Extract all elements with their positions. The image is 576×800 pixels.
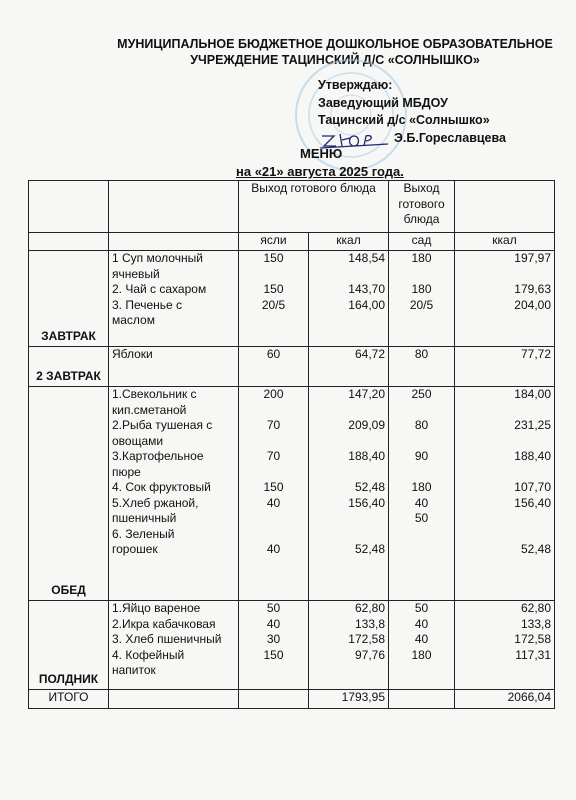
approve-label: Утверждаю: bbox=[318, 78, 393, 92]
table-row bbox=[29, 387, 555, 601]
garden-kcal: 172,58 bbox=[514, 632, 551, 646]
table-row bbox=[29, 601, 555, 690]
garden-kcal: 117,31 bbox=[515, 647, 551, 662]
nursery-yield: 50 bbox=[266, 601, 281, 615]
header-nursery: ясли bbox=[239, 233, 309, 251]
nursery-yield bbox=[242, 434, 305, 450]
garden-yield bbox=[392, 465, 451, 481]
dish-name: 6. Зеленый bbox=[112, 526, 175, 541]
dish-name: 1 Суп молочный bbox=[112, 251, 203, 265]
garden-kcal-cell bbox=[455, 387, 555, 601]
garden-kcal: 107,70 bbox=[514, 480, 551, 494]
nursery-kcal-cell bbox=[309, 387, 389, 601]
nursery-kcal-cell bbox=[309, 251, 389, 347]
nursery-yield: 30 bbox=[266, 632, 281, 646]
nursery-kcal: 143,70 bbox=[348, 282, 385, 296]
dish-name: 2.Икра кабачковая bbox=[112, 616, 216, 631]
nursery-yield bbox=[242, 267, 305, 283]
garden-yield bbox=[392, 403, 451, 419]
nursery-yield bbox=[242, 663, 305, 679]
garden-yield: 90 bbox=[414, 449, 429, 463]
nursery-kcal-cell bbox=[309, 601, 389, 690]
garden-kcal: 184,00 bbox=[514, 387, 551, 401]
garden-yield-cell bbox=[389, 387, 455, 601]
garden-yield-cell bbox=[389, 251, 455, 347]
table-row bbox=[29, 347, 555, 387]
menu-date: на «21» августа 2025 года. bbox=[236, 164, 404, 179]
dish-name: 1.Яйцо вареное bbox=[112, 601, 201, 615]
nursery-kcal bbox=[312, 403, 385, 419]
garden-kcal: 62,80 bbox=[520, 601, 551, 615]
nursery-yield: 150 bbox=[263, 251, 284, 265]
nursery-yield: 40 bbox=[266, 495, 281, 510]
nursery-yield: 60 bbox=[266, 347, 281, 361]
dish-name: маслом bbox=[112, 313, 155, 327]
nursery-kcal-cell bbox=[309, 347, 389, 387]
garden-kcal: 52,48 bbox=[520, 542, 551, 556]
nursery-kcal bbox=[312, 465, 385, 481]
garden-yield: 20/5 bbox=[409, 297, 434, 312]
dish-name: 3. Печенье с bbox=[112, 297, 183, 312]
garden-yield: 80 bbox=[414, 347, 429, 361]
header-yield-nursery: Выход готового блюда bbox=[239, 181, 389, 233]
nursery-kcal: 156,40 bbox=[348, 495, 385, 510]
garden-kcal-cell bbox=[455, 347, 555, 387]
garden-kcal bbox=[458, 663, 551, 679]
nursery-kcal: 209,09 bbox=[348, 418, 385, 432]
garden-yield-cell bbox=[389, 601, 455, 690]
garden-kcal bbox=[458, 527, 551, 543]
dish-name: 4. Кофейный bbox=[112, 647, 185, 662]
dish-name: кип.сметаной bbox=[112, 402, 187, 417]
total-label: ИТОГО bbox=[29, 690, 109, 709]
garden-yield bbox=[392, 542, 451, 558]
nursery-kcal: 172,58 bbox=[348, 632, 385, 646]
dish-name-cell bbox=[109, 387, 239, 601]
garden-yield: 180 bbox=[411, 480, 432, 494]
nursery-yield bbox=[242, 465, 305, 481]
nursery-kcal: 52,48 bbox=[354, 480, 385, 494]
garden-kcal bbox=[458, 313, 551, 329]
garden-yield: 180 bbox=[411, 282, 432, 296]
garden-kcal-cell bbox=[455, 601, 555, 690]
header-kcal-2: ккал bbox=[455, 233, 555, 251]
total-nursery-kcal: 1793,95 bbox=[309, 690, 389, 709]
org-line-2: УЧРЕЖДЕНИЕ ТАЦИНСКИЙ Д/С «СОЛНЫШКО» bbox=[190, 53, 480, 67]
header-garden: сад bbox=[389, 233, 455, 251]
nursery-yield: 150 bbox=[263, 480, 284, 494]
nursery-kcal: 148,54 bbox=[348, 251, 385, 265]
approver-name: Э.Б.Гореславцева bbox=[394, 130, 506, 145]
dish-name: ячневый bbox=[112, 266, 160, 281]
nursery-yield bbox=[242, 511, 305, 527]
header-yield-garden: Выход готового блюда bbox=[389, 181, 455, 233]
nursery-kcal bbox=[312, 527, 385, 543]
garden-kcal-cell bbox=[455, 251, 555, 347]
menu-table bbox=[28, 180, 555, 709]
dish-name: 3.Картофельное bbox=[112, 449, 204, 463]
garden-kcal bbox=[458, 465, 551, 481]
nursery-yield-cell bbox=[239, 251, 309, 347]
garden-yield bbox=[392, 267, 451, 283]
dish-name: 5.Хлеб ржаной, bbox=[112, 495, 199, 510]
meal-name: ОБЕД bbox=[29, 387, 109, 601]
dish-name: напиток bbox=[112, 663, 156, 677]
nursery-kcal: 147,20 bbox=[348, 387, 385, 401]
garden-yield-cell bbox=[389, 347, 455, 387]
approver-position: Заведующий МБДОУ bbox=[318, 95, 448, 110]
meal-rows bbox=[29, 251, 555, 690]
nursery-yield bbox=[242, 527, 305, 543]
dish-name: 2.Рыба тушеная с bbox=[112, 418, 213, 432]
nursery-yield: 150 bbox=[263, 282, 284, 296]
meal-name: ПОЛДНИК bbox=[29, 601, 109, 690]
garden-yield: 180 bbox=[411, 647, 432, 662]
garden-kcal: 204,00 bbox=[514, 297, 551, 312]
nursery-kcal bbox=[312, 313, 385, 329]
meal-name: ЗАВТРАК bbox=[29, 251, 109, 347]
approver-organization: Тацинский д/с «Солнышко» bbox=[318, 113, 490, 127]
nursery-kcal: 97,76 bbox=[354, 647, 385, 662]
garden-yield: 50 bbox=[414, 601, 429, 615]
garden-kcal: 197,97 bbox=[514, 251, 551, 265]
dish-name: горошек bbox=[112, 542, 158, 556]
nursery-yield-cell bbox=[239, 601, 309, 690]
nursery-yield: 150 bbox=[263, 647, 284, 662]
nursery-yield-cell bbox=[239, 387, 309, 601]
page-title: МЕНЮ bbox=[300, 146, 343, 161]
nursery-yield bbox=[242, 313, 305, 329]
garden-kcal: 179,63 bbox=[514, 282, 551, 296]
garden-yield: 50 bbox=[414, 511, 429, 525]
nursery-yield bbox=[242, 403, 305, 419]
header-kcal: ккал bbox=[309, 233, 389, 251]
garden-kcal: 77,72 bbox=[520, 347, 551, 361]
garden-yield bbox=[392, 313, 451, 329]
nursery-yield: 70 bbox=[266, 449, 281, 463]
nursery-kcal: 64,72 bbox=[354, 347, 385, 361]
garden-yield bbox=[392, 434, 451, 450]
nursery-kcal: 133,8 bbox=[354, 616, 385, 631]
garden-yield: 40 bbox=[414, 495, 429, 510]
nursery-kcal bbox=[312, 663, 385, 679]
garden-kcal bbox=[458, 511, 551, 527]
nursery-kcal: 52,48 bbox=[354, 542, 385, 556]
garden-yield: 80 bbox=[414, 418, 429, 432]
nursery-kcal: 164,00 bbox=[348, 297, 385, 312]
dish-name: пюре bbox=[112, 464, 141, 479]
garden-kcal bbox=[458, 434, 551, 450]
nursery-kcal: 62,80 bbox=[354, 601, 385, 615]
garden-yield: 250 bbox=[411, 387, 432, 401]
garden-yield: 180 bbox=[411, 251, 432, 265]
garden-kcal: 231,25 bbox=[514, 418, 551, 432]
nursery-yield: 200 bbox=[263, 387, 284, 401]
nursery-kcal bbox=[312, 434, 385, 450]
garden-kcal: 133,8 bbox=[520, 616, 551, 631]
garden-yield bbox=[392, 663, 451, 679]
meal-name: 2 ЗАВТРАК bbox=[29, 347, 109, 387]
garden-kcal: 156,40 bbox=[514, 495, 551, 510]
dish-name: пшеничный bbox=[112, 511, 177, 525]
approval-block bbox=[318, 77, 568, 148]
nursery-kcal bbox=[312, 267, 385, 283]
nursery-kcal: 188,40 bbox=[348, 449, 385, 463]
dish-name: 2. Чай с сахаром bbox=[112, 282, 207, 296]
nursery-yield: 40 bbox=[266, 542, 281, 556]
garden-kcal bbox=[458, 403, 551, 419]
dish-name: овощами bbox=[112, 433, 164, 448]
dish-name: 4. Сок фруктовый bbox=[112, 480, 211, 494]
dish-name: Яблоки bbox=[112, 347, 153, 361]
dish-name-cell bbox=[109, 601, 239, 690]
garden-kcal bbox=[458, 267, 551, 283]
org-line-1: МУНИЦИПАЛЬНОЕ БЮДЖЕТНОЕ ДОШКОЛЬНОЕ ОБРАЗОВАТЕЛЬНОЕ bbox=[117, 37, 553, 51]
garden-yield: 40 bbox=[414, 632, 429, 646]
garden-kcal: 188,40 bbox=[514, 449, 551, 463]
total-garden-kcal: 2066,04 bbox=[455, 690, 555, 709]
garden-yield: 40 bbox=[414, 616, 429, 631]
dish-name: 1.Свекольник с bbox=[112, 387, 197, 401]
nursery-kcal bbox=[312, 511, 385, 527]
dish-name: 3. Хлеб пшеничный bbox=[112, 632, 222, 646]
nursery-yield: 20/5 bbox=[261, 297, 286, 312]
garden-yield bbox=[392, 527, 451, 543]
dish-name-cell bbox=[109, 347, 239, 387]
table-row bbox=[29, 251, 555, 347]
nursery-yield: 70 bbox=[266, 418, 281, 432]
dish-name-cell bbox=[109, 251, 239, 347]
nursery-yield-cell bbox=[239, 347, 309, 387]
nursery-yield: 40 bbox=[266, 616, 281, 631]
